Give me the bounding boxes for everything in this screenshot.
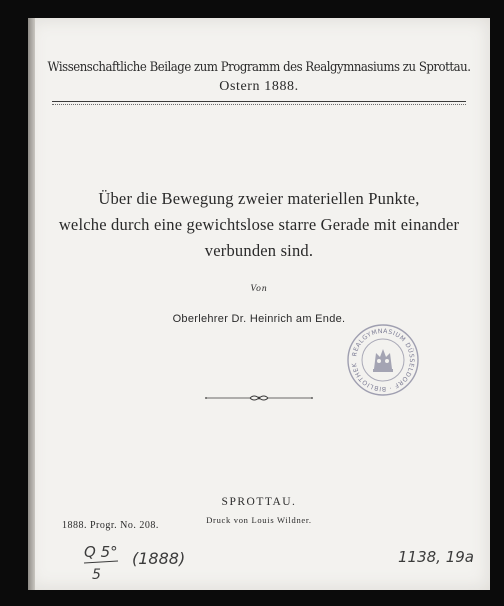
header-rule-dotted bbox=[52, 104, 466, 105]
imprint-printer: Druck von Louis Wildner. bbox=[206, 515, 312, 525]
header-title: Wissenschaftliche Beilage zum Programm des Realgymnasiums zu Sprottau. bbox=[47, 59, 471, 74]
handwritten-shelfmark-left bbox=[80, 537, 210, 585]
shelfmark-left-sub: 5 bbox=[92, 567, 101, 583]
handwritten-shelfmark-right bbox=[396, 538, 504, 574]
imprint-place: SPROTTAU. bbox=[221, 496, 297, 508]
main-title-line-2: welche durch eine gewichtslose starre Gerade mit einander bbox=[58, 215, 460, 234]
title-page bbox=[28, 18, 490, 590]
author-name: Oberlehrer Dr. Heinrich am Ende. bbox=[172, 313, 346, 325]
main-title-line-3: verbunden sind. bbox=[204, 241, 314, 260]
stamp-emblem-icon bbox=[373, 349, 393, 372]
decorative-divider-ornament bbox=[204, 391, 314, 405]
byline-von: Von bbox=[250, 284, 268, 294]
header-date: Ostern 1888. bbox=[219, 79, 299, 94]
library-stamp bbox=[346, 323, 420, 397]
program-number: 1888. Progr. No. 208. bbox=[62, 520, 159, 531]
main-title-line-1: Über die Bewegung zweier materiellen Punkte, bbox=[98, 189, 420, 208]
shelfmark-year: (1888) bbox=[132, 549, 186, 568]
header-rule bbox=[52, 101, 466, 102]
shelfmark-right-text: 1138, 19a bbox=[398, 548, 474, 566]
shelfmark-left-text: Q 5° bbox=[84, 543, 118, 561]
stamp-text: REALGYMNASIUM DÜSSELDORF · BIBLIOTHEK bbox=[351, 327, 416, 393]
